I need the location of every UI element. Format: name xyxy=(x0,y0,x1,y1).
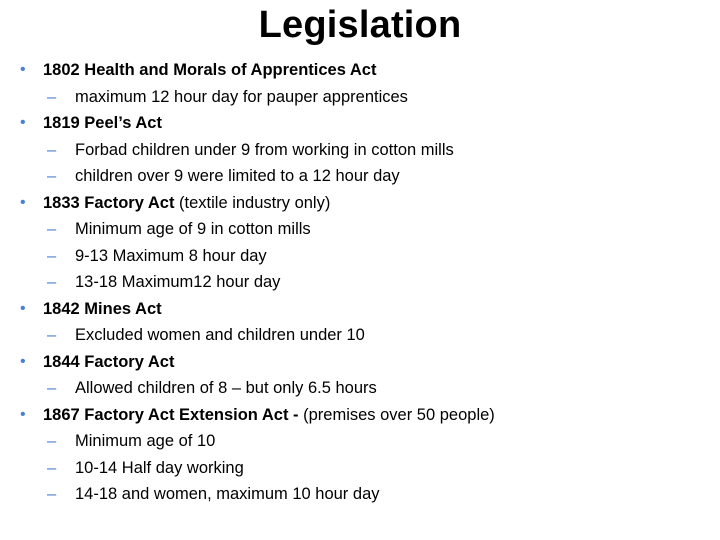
act-provision xyxy=(0,481,720,508)
provision-text: Excluded women and children under 10 xyxy=(75,326,365,344)
bullet-icon: • xyxy=(20,405,26,423)
dash-icon: – xyxy=(47,485,57,503)
act-provision xyxy=(0,137,720,164)
dash-icon: – xyxy=(47,246,57,265)
provision-text: 13-18 Maximum12 hour day xyxy=(75,273,281,291)
provision-text: Forbad children under 9 from working in cotton mills xyxy=(75,140,454,159)
dash-icon: – xyxy=(47,140,57,159)
dash-icon: – xyxy=(47,432,57,450)
dash-icon: – xyxy=(47,379,57,397)
act-provision xyxy=(0,455,720,482)
bullet-icon: • xyxy=(20,299,26,317)
legislation-item xyxy=(0,296,720,323)
act-provision xyxy=(0,269,720,296)
provision-text: maximum 12 hour day for pauper apprentices xyxy=(75,87,408,106)
legislation-item xyxy=(0,349,720,376)
act-provision xyxy=(0,84,720,111)
legislation-list xyxy=(0,57,720,508)
dash-icon: – xyxy=(47,326,57,344)
provision-text: Minimum age of 10 xyxy=(75,432,216,450)
bullet-icon: • xyxy=(20,114,26,131)
provision-text: Minimum age of 9 in cotton mills xyxy=(75,220,311,238)
act-provision xyxy=(0,243,720,270)
slide-title: Legislation xyxy=(258,4,462,46)
act-name: 1802 Health and Morals of Apprentices Act xyxy=(43,61,377,79)
act-note: (premises over 50 people) xyxy=(303,405,495,424)
provision-text: Allowed children of 8 – but only 6.5 hours xyxy=(75,379,377,397)
dash-icon: – xyxy=(47,458,57,477)
dash-icon: – xyxy=(47,167,57,185)
bullet-icon: • xyxy=(20,193,26,211)
dash-icon: – xyxy=(47,220,57,238)
act-name: 1819 Peel’s Act xyxy=(43,114,162,132)
act-provision xyxy=(0,322,720,349)
act-name: 1842 Mines Act xyxy=(43,299,162,318)
dash-icon: – xyxy=(47,87,57,106)
provision-text: 14-18 and women, maximum 10 hour day xyxy=(75,485,380,503)
bullet-icon: • xyxy=(20,61,26,78)
provision-text: 9-13 Maximum 8 hour day xyxy=(75,246,267,265)
act-provision xyxy=(0,375,720,402)
act-provision xyxy=(0,428,720,455)
act-note: (textile industry only) xyxy=(174,193,331,212)
act-name: 1844 Factory Act xyxy=(43,352,175,371)
legislation-item xyxy=(0,110,720,137)
bullet-icon: • xyxy=(20,352,26,370)
act-provision xyxy=(0,216,720,243)
legislation-item xyxy=(0,402,720,429)
dash-icon: – xyxy=(47,273,57,291)
act-name: 1833 Factory Act xyxy=(43,193,175,212)
legislation-item xyxy=(0,190,720,217)
legislation-item xyxy=(0,57,720,84)
provision-text: 10-14 Half day working xyxy=(75,458,244,477)
provision-text: children over 9 were limited to a 12 hour day xyxy=(75,167,400,185)
act-provision xyxy=(0,163,720,190)
act-name: 1867 Factory Act Extension Act - xyxy=(43,405,304,424)
